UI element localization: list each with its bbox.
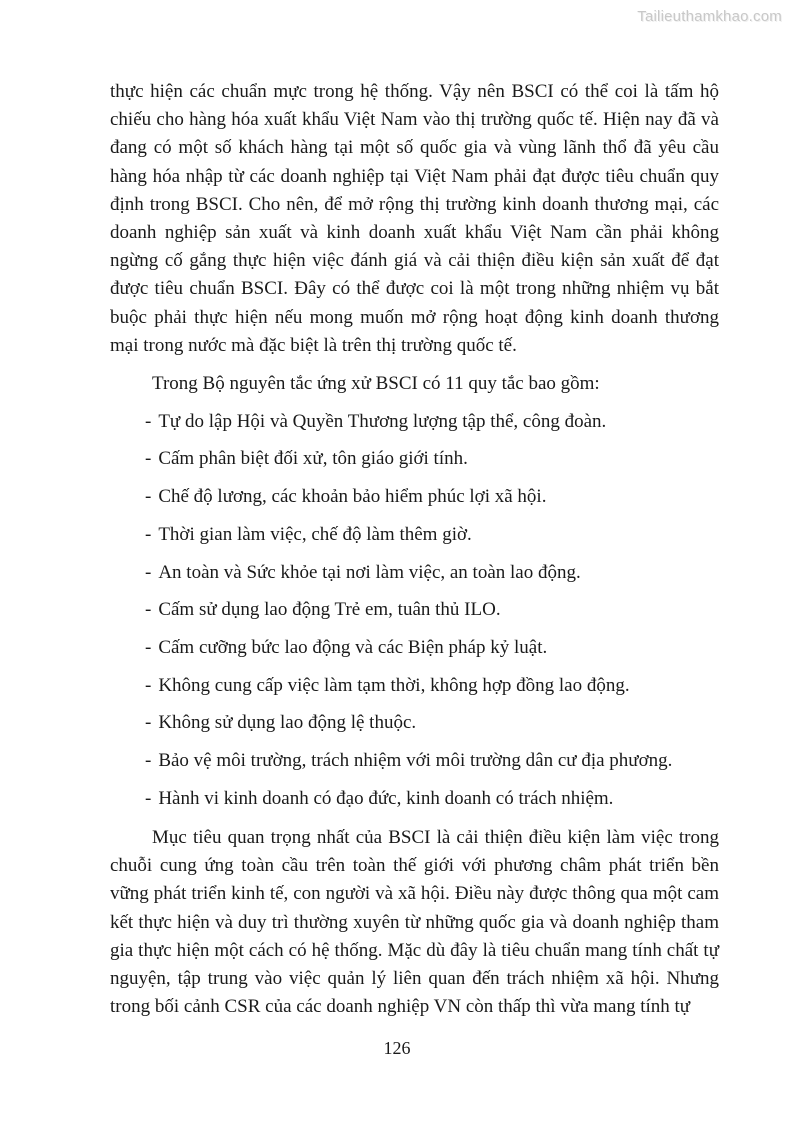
- list-item-text: Bảo vệ môi trường, trách nhiệm với môi trường dân cư địa phương.: [158, 750, 673, 772]
- list-item: [110, 634, 719, 662]
- list-item-text: Thời gian làm việc, chế độ làm thêm giờ.: [158, 523, 472, 545]
- document-body: [110, 78, 719, 1021]
- dash-bullet: -: [145, 448, 152, 470]
- bsci-rules-list: [110, 408, 719, 813]
- list-intro: Trong Bộ nguyên tắc ứng xử BSCI có 11 quy tắc bao gồm:: [152, 373, 600, 395]
- list-item-text: Hành vi kinh doanh có đạo đức, kinh doanh có trách nhiệm.: [158, 787, 614, 809]
- list-item-text: Chế độ lương, các khoản bảo hiểm phúc lợi xã hội.: [158, 486, 547, 508]
- list-item-text: Cấm phân biệt đối xử, tôn giáo giới tính.: [158, 448, 468, 470]
- list-item-text: Không sử dụng lao động lệ thuộc.: [158, 712, 417, 734]
- dash-bullet: -: [145, 523, 152, 545]
- list-item: [110, 483, 719, 511]
- list-item-text: Tự do lập Hội và Quyền Thương lượng tập thể, công đoàn.: [158, 410, 607, 432]
- list-item: [110, 445, 719, 473]
- list-item: [110, 785, 719, 813]
- list-item: [110, 747, 719, 775]
- dash-bullet: -: [145, 599, 152, 621]
- dash-bullet: -: [145, 750, 152, 772]
- list-item-text: Cấm sử dụng lao động Trẻ em, tuân thủ ILO.: [158, 599, 501, 621]
- list-item-text: An toàn và Sức khỏe tại nơi làm việc, an toàn lao động.: [158, 561, 581, 583]
- dash-bullet: -: [145, 787, 152, 809]
- dash-bullet: -: [145, 712, 152, 734]
- list-item: [110, 672, 719, 700]
- list-item: [110, 521, 719, 549]
- list-item: [110, 596, 719, 624]
- dash-bullet: -: [145, 674, 152, 696]
- list-item-text: Không cung cấp việc làm tạm thời, không hợp đồng lao động.: [158, 674, 630, 696]
- dash-bullet: -: [145, 486, 152, 508]
- list-item: [110, 709, 719, 737]
- site-watermark: Tailieuthamkhao.com: [637, 8, 782, 25]
- list-item: [110, 559, 719, 587]
- page-number: 126: [383, 1038, 411, 1058]
- dash-bullet: -: [145, 636, 152, 658]
- paragraph: thực hiện các chuẩn mực trong hệ thống. Vậy nên BSCI có thể coi là tấm hộ chiếu cho hàng hóa xuất khẩu Việt Nam vào thị trường quốc tế. Hiện nay đã và đang có một số khách hàng tại một số quốc gia và vùng lãnh thổ đã yêu cầu hàng hóa nhập từ các doanh nghiệp tại Việt Nam phải đạt được tiêu chuẩn quy định trong BSCI. Cho nên, để mở rộng thị trường kinh doanh thương mại, các doanh nghiệp sản xuất và kinh doanh xuất khẩu Việt Nam cần phải không ngừng cố gắng thực hiện việc đánh giá và cải thiện điều kiện sản xuất để đạt được tiêu chuẩn BSCI. Đây có thể được coi là một trong những nhiệm vụ bắt buộc phải thực hiện nếu mong muốn mở rộng hoạt động kinh doanh thương mại trong nước mà đặc biệt là trên thị trường quốc tế.: [110, 81, 719, 356]
- dash-bullet: -: [145, 410, 152, 432]
- list-item: [110, 408, 719, 436]
- paragraph: Mục tiêu quan trọng nhất của BSCI là cải thiện điều kiện làm việc trong chuỗi cung ứng toàn cầu trên toàn thế giới với phương châm phát triển bền vững phát triển kinh tế, con người và xã hội. Điều này được thông qua một cam kết thực hiện và duy trì thường xuyên từ những quốc gia và doanh nghiệp tham gia thực hiện một cách có hệ thống. Mặc dù đây là tiêu chuẩn mang tính chất tự nguyện, tập trung vào việc quản lý liên quan đến trách nhiệm xã hội. Nhưng trong bối cảnh CSR của các doanh nghiệp VN còn thấp thì vừa mang tính tự: [110, 826, 719, 1018]
- list-item-text: Cấm cưỡng bức lao động và các Biện pháp kỷ luật.: [158, 636, 548, 658]
- dash-bullet: -: [145, 561, 152, 583]
